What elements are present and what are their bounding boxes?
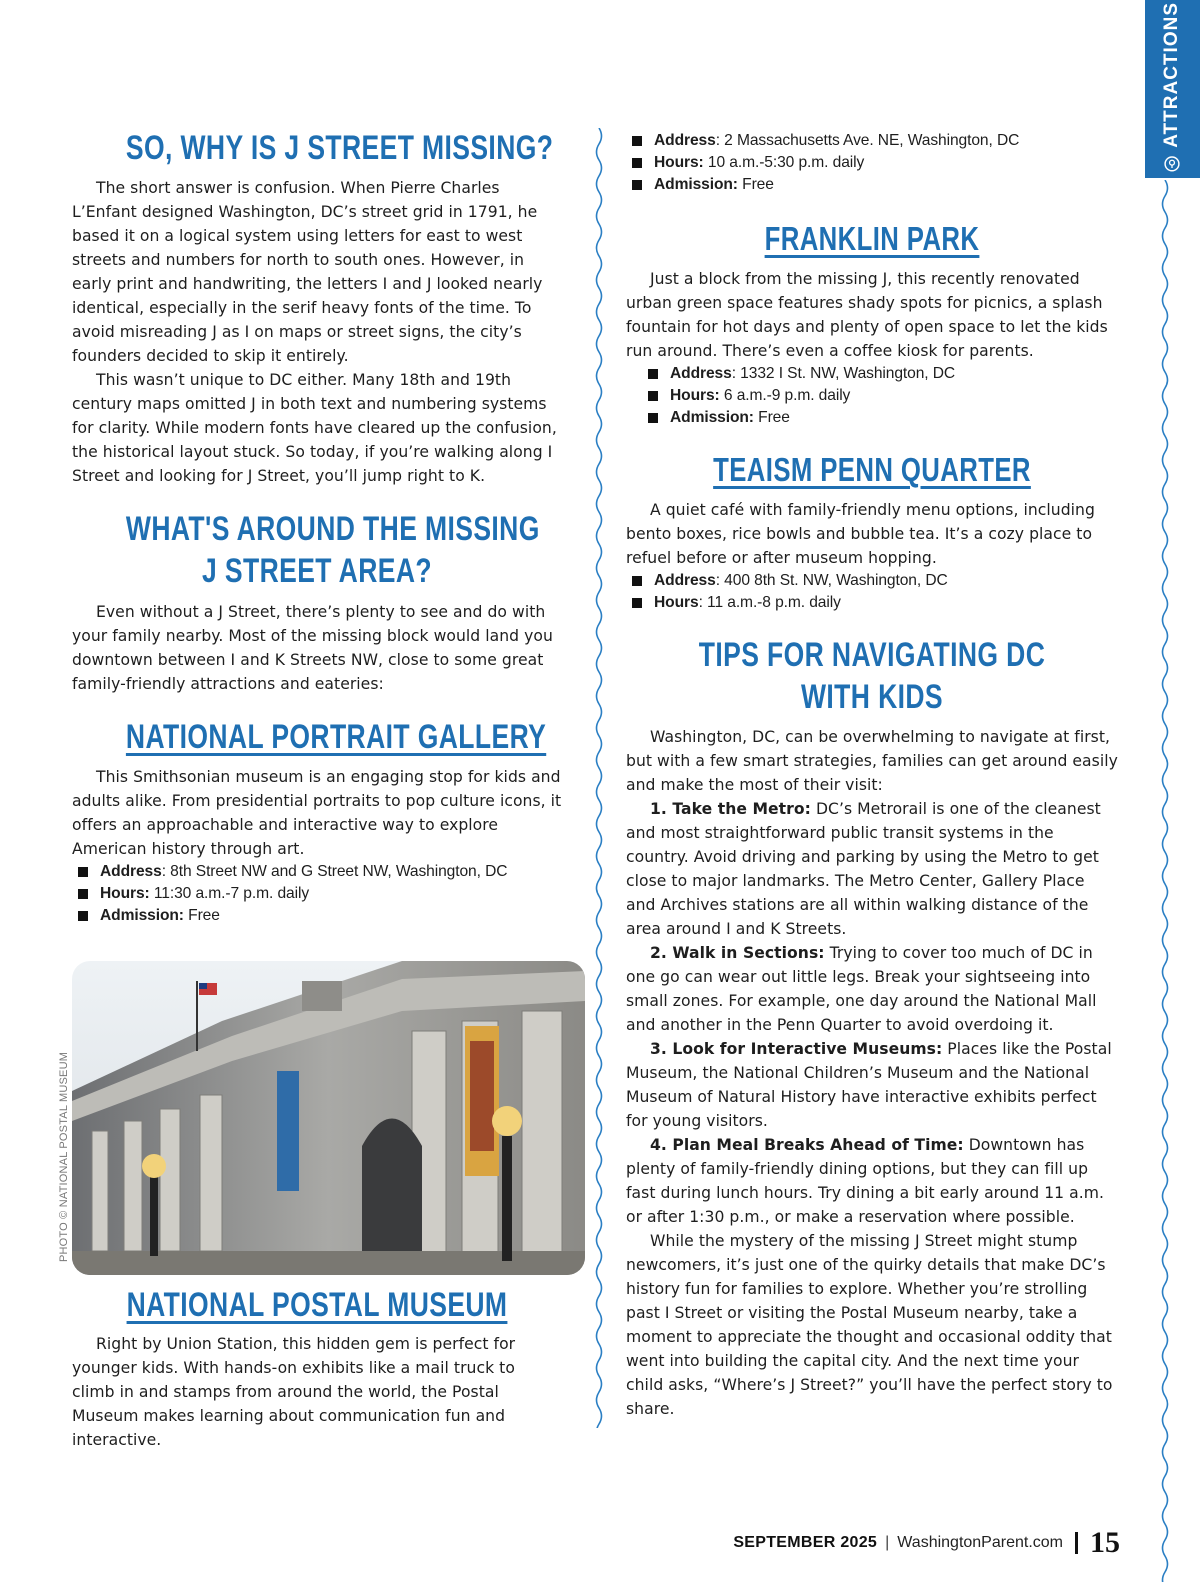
page-number: 15 — [1090, 1526, 1120, 1559]
tip-text: Places like the Postal Museum, the National Children’s Museum and the National Museum of Natural History have interactive exhibits perfect for young visitors. — [626, 1040, 1112, 1130]
heading-postal-museum — [126, 1284, 508, 1326]
admission-value: Free — [737, 176, 774, 193]
heading-teaism — [680, 449, 1064, 491]
tips-body — [626, 725, 1118, 1421]
portrait-facts — [72, 861, 562, 927]
hours-label: Hours: — [100, 885, 150, 902]
address-label: Address — [670, 365, 732, 382]
hours-label: Hours — [654, 594, 699, 611]
teaism-facts — [626, 570, 1118, 614]
franklin-address — [626, 363, 1118, 385]
heading-around-line1: WHAT'S AROUND THE MISSING — [125, 510, 540, 548]
heading-franklin-park — [680, 218, 1064, 260]
heading-portrait-gallery-text: NATIONAL PORTRAIT GALLERY — [125, 718, 547, 756]
address-value: : 400 8th St. NW, Washington, DC — [715, 572, 948, 589]
tip-title: 1. Take the Metro: — [650, 800, 811, 818]
postal-museum-illustration — [72, 961, 585, 1275]
column-divider — [592, 128, 606, 1428]
address-label: Address — [100, 863, 162, 880]
section-tab-text: ATTRACTIONS — [1161, 2, 1182, 148]
address-label: Address — [654, 132, 716, 149]
hours-value: 11:30 a.m.-7 p.m. daily — [149, 885, 310, 902]
postal-hours — [626, 152, 1118, 174]
tip-item-1 — [626, 797, 1118, 941]
teaism-hours — [626, 592, 1118, 614]
tips-intro: Washington, DC, can be overwhelming to navigate at first, but with a few smart strategies, families can get around easily and make the most of their visit: — [626, 728, 1118, 794]
heading-tips-line1: TIPS FOR NAVIGATING DC — [698, 636, 1046, 674]
franklin-hours — [626, 385, 1118, 407]
footer-bar — [1075, 1532, 1078, 1554]
heading-why-missing: SO, WHY IS J STREET MISSING? — [125, 129, 554, 167]
tip-title: 3. Look for Interactive Museums: — [650, 1040, 943, 1058]
admission-value: Free — [753, 409, 790, 426]
franklin-paragraph: Just a block from the missing J, this recently renovated urban green space features shady spots for picnics, a splash fountain for hot days and plenty of open space to let the kids run around. There’s even a coffee kiosk for parents. — [626, 270, 1108, 360]
tip-title: 4. Plan Meal Breaks Ahead of Time: — [650, 1136, 964, 1154]
address-value: : 1332 I St. NW, Washington, DC — [731, 365, 956, 382]
heading-tips-line2: WITH KIDS — [800, 678, 943, 716]
portrait-paragraph: This Smithsonian museum is an engaging stop for kids and adults alike. From presidential portraits to pop culture icons, it offers an approachable and interactive way to explore American history through art. — [72, 768, 562, 858]
franklin-facts — [626, 363, 1118, 429]
hours-label: Hours: — [670, 387, 720, 404]
hours-value: 10 a.m.-5:30 p.m. daily — [703, 154, 865, 171]
footer-month: SEPTEMBER 2025 — [733, 1534, 878, 1551]
page-footer — [733, 1526, 1120, 1560]
map-pin-icon — [1164, 154, 1180, 174]
postal-admission — [626, 174, 1118, 196]
portrait-admission — [72, 905, 562, 927]
teaism-address — [626, 570, 1118, 592]
around-paragraph: Even without a J Street, there’s plenty to see and do with your family nearby. Most of the missing block would land you downtown between I and K Streets NW, close to some great family-friendly attractions and eateries: — [72, 603, 553, 693]
portrait-address — [72, 861, 562, 883]
postal-facts — [626, 130, 1118, 196]
heading-portrait-gallery — [125, 716, 547, 758]
address-value: : 8th Street NW and G Street NW, Washington, DC — [161, 863, 508, 880]
hours-label: Hours: — [654, 154, 704, 171]
tip-title: 2. Walk in Sections: — [650, 944, 825, 962]
postal-museum-photo — [72, 961, 585, 1275]
heading-teaism-text: TEAISM PENN QUARTER — [713, 451, 1031, 488]
page-edge-wave — [1158, 180, 1172, 1582]
tip-item-4 — [626, 1133, 1118, 1229]
portrait-hours — [72, 883, 562, 905]
admission-value: Free — [183, 907, 220, 924]
footer-separator: | — [885, 1534, 890, 1551]
tip-text: Downtown has plenty of family-friendly dining options, but they can fill up fast during lunch hours. Try dining a bit early around 11 a.m. or after 1:30 p.m., or make a reservation where possible. — [626, 1136, 1105, 1226]
heading-around-line2: J STREET AREA? — [202, 552, 432, 590]
address-label: Address — [654, 572, 716, 589]
tip-text: Trying to cover too much of DC in one go can wear out little legs. Break your sightseeing into small zones. For example, one day around the National Mall and another in the Penn Quarter to avoid overdoing it. — [626, 944, 1097, 1034]
photo-credit: PHOTO © NATIONAL POSTAL MUSEUM — [58, 1051, 70, 1262]
franklin-admission — [626, 407, 1118, 429]
postal-paragraph: Right by Union Station, this hidden gem is perfect for younger kids. With hands-on exhibits like a mail truck to climb in and stamps from around the world, the Postal Museum makes learning about communication fun and interactive. — [72, 1335, 516, 1449]
section-tab-label — [1150, 2, 1194, 172]
tip-item-2 — [626, 941, 1118, 1037]
why-paragraph-2: This wasn’t unique to DC either. Many 18th and 19th century maps omitted J in both text and numbering systems for clarity. While modern fonts have cleared up the confusion, the historical layout stuck. So today, if you’re walking along I Street and looking for J Street, you’ll jump right to K. — [72, 371, 557, 485]
hours-value: 6 a.m.-9 p.m. daily — [719, 387, 851, 404]
tip-text: DC’s Metrorail is one of the cleanest and most straightforward public transit systems in the country. Avoid driving and parking by using the Metro to get close to major landmarks. The Metro Center, Gallery Place and Archives stations are all within walking distance of the area around I and K Streets. — [626, 800, 1101, 938]
tip-item-3 — [626, 1037, 1118, 1133]
postal-address — [626, 130, 1118, 152]
heading-postal-museum-text: NATIONAL POSTAL MUSEUM — [126, 1286, 508, 1324]
tips-closing: While the mystery of the missing J Street might stump newcomers, it’s just one of the quirky details that make DC’s history fun for families to explore. Whether you’re strolling past I Street or visiting the Postal Museum nearby, take a moment to appreciate the thought and occasional oddity that went into building the capital city. And the next time your child asks, “Where’s J Street?” you’ll have the perfect story to share. — [626, 1232, 1113, 1418]
teaism-paragraph: A quiet café with family-friendly menu options, including bento boxes, rice bowls and bubble tea. It’s a cozy place to refuel before or after museum hopping. — [626, 501, 1095, 567]
footer-site-link[interactable]: WashingtonParent.com — [897, 1534, 1063, 1551]
heading-franklin-park-text: FRANKLIN PARK — [764, 220, 980, 257]
admission-label: Admission: — [654, 176, 738, 193]
admission-label: Admission: — [670, 409, 754, 426]
address-value: : 2 Massachusetts Ave. NE, Washington, DC — [715, 132, 1020, 149]
hours-value: : 11 a.m.-8 p.m. daily — [698, 594, 841, 611]
admission-label: Admission: — [100, 907, 184, 924]
why-paragraph-1: The short answer is confusion. When Pierre Charles L’Enfant designed Washington, DC’s street grid in 1791, he based it on a logical system using letters for east to west streets and numbers for north to south ones. However, in early print and handwriting, the letters I and J looked nearly identical, especially in the serif heavy fonts of the time. To avoid misreading J as I on maps or street signs, the city’s founders decided to skip it entirely. — [72, 179, 543, 365]
why-missing-body — [72, 176, 562, 488]
